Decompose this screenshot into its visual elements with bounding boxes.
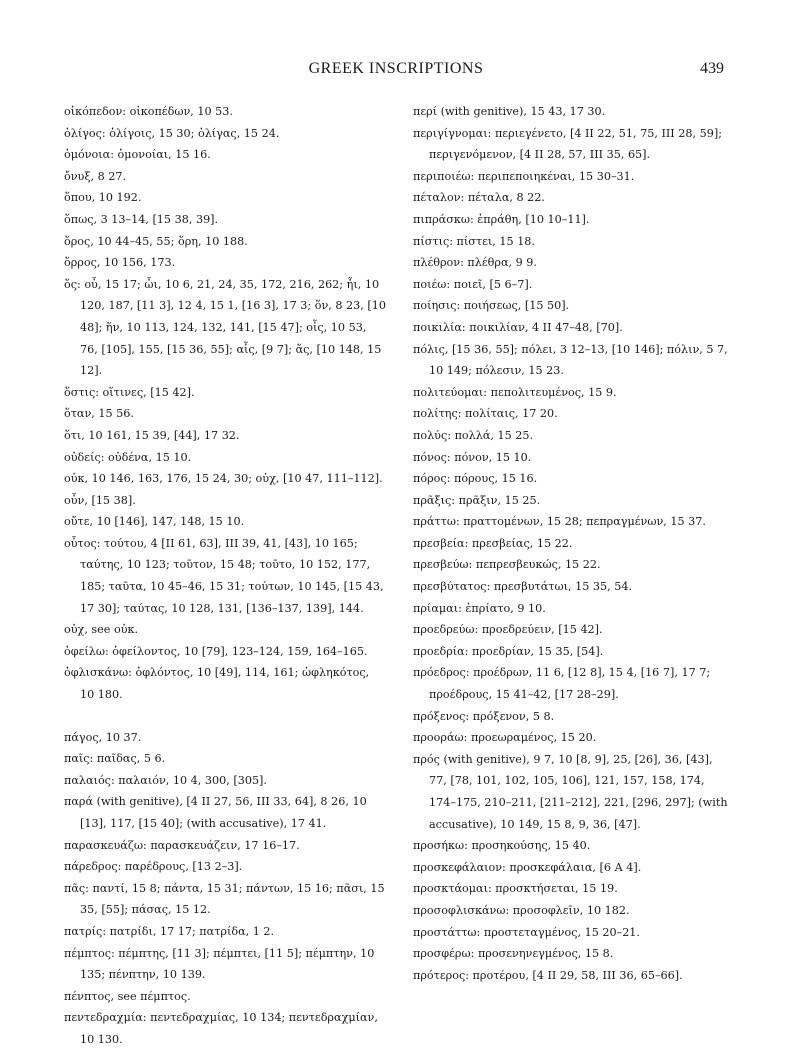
index-entry: πιπράσκω: ἐπράθη, [10 10–11].	[413, 212, 590, 226]
index-entry: ὄνυξ, 8 27.	[64, 169, 127, 183]
index-entry: ὅστις: οἵτινες, [15 42].	[64, 385, 195, 399]
index-entry: πένπτος, see πέμπτος.	[64, 989, 191, 1003]
index-entry: προοράω: προεωραμένος, 15 20.	[413, 731, 597, 745]
index-entry: ὅς: οὗ, 15 17; ὧι, 10 6, 21, 24, 35, 172, 216, 262; ἧι, 10 120, 187, [11 3], 12 4, 15 1, [16 3], 17 3; ὅν, 8 23, [10 48]; ἥν, 10 113, 124, 132, 141, [15 47]; οἷς, 10 53, 76, [105], 155, [15 36, 55]; αἷς, [9 7]; ἅς, [10 148, 15 12].	[64, 277, 386, 378]
index-entry: προσήκω: προσηκούσης, 15 40.	[413, 839, 591, 853]
index-entry: πατρίς: πατρίδι, 17 17; πατρίδα, 1 2.	[64, 924, 275, 938]
index-entry: πόρος: πόρους, 15 16.	[413, 472, 538, 486]
index-entry: ὅτι, 10 161, 15 39, [44], 17 32.	[64, 428, 240, 442]
index-column-left	[64, 101, 386, 1051]
index-entry: προσκεφάλαιον: προσκεφάλαια, [6 A 4].	[413, 860, 642, 874]
index-entry: ὅταν, 15 56.	[64, 407, 134, 421]
index-entry: πρόεδρος: προέδρων, 11 6, [12 8], 15 4, [16 7], 17 7; προέδρους, 15 41–42, [17 28–29].	[413, 666, 711, 702]
index-entry: πολύς: πολλά, 15 25.	[413, 428, 534, 442]
index-entry: πρεσβύτατος: πρεσβυτάτωι, 15 35, 54.	[413, 580, 633, 594]
index-entry: παλαιός: παλαιόν, 10 4, 300, [305].	[64, 773, 267, 787]
index-entry: πέταλον: πέταλα, 8 22.	[413, 191, 545, 205]
index-entry: περιποιέω: περιπεποιηκέναι, 15 30–31.	[413, 169, 635, 183]
index-entry: ὅρος, 10 44–45, 55; ὅρη, 10 188.	[64, 234, 248, 248]
index-entry: πλέθρον: πλέθρα, 9 9.	[413, 256, 537, 270]
index-entry: πάγος, 10 37.	[64, 730, 142, 744]
index-column-right	[413, 101, 733, 986]
index-entry: προσφέρω: προσενηνεγμένος, 15 8.	[413, 947, 614, 961]
index-entry: πολίτης: πολίταις, 17 20.	[413, 407, 558, 421]
index-entry: ποιέω: ποιεῖ, [5 6–7].	[413, 277, 533, 291]
index-entry: πόλις, [15 36, 55]; πόλει, 3 12–13, [10 146]; πόλιν, 5 7, 10 149; πόλεσιν, 15 23.	[413, 342, 728, 378]
index-entry: παρά (with genitive), [4 II 27, 56, III 33, 64], 8 26, 10 [13], 117, [15 40]; (with accusative), 17 41.	[64, 795, 367, 830]
index-entry: πίστις: πίστει, 15 18.	[413, 234, 535, 248]
index-entry: προσκτάομαι: προσκτήσεται, 15 19.	[413, 882, 618, 896]
index-entry: προεδρεύω: προεδρεύειν, [15 42].	[413, 623, 603, 637]
index-entry: ποίησις: ποιήσεως, [15 50].	[413, 299, 570, 313]
index-entry: οὐχ, see οὐκ.	[64, 623, 139, 637]
index-entry: ὅπου, 10 192.	[64, 191, 142, 205]
index-entry: πᾶς: παντί, 15 8; πάντα, 15 31; πάντων, 15 16; πᾶσι, 15 35, [55]; πάσας, 15 12.	[64, 881, 385, 917]
index-entry: πράττω: πραττομένων, 15 28; πεπραγμένων, 15 37.	[413, 515, 706, 529]
index-entry: ὀλίγος: ὀλίγοις, 15 30; ὀλίγας, 15 24.	[64, 126, 280, 140]
index-entry: οὔτε, 10 [146], 147, 148, 15 10.	[64, 515, 245, 529]
index-entry: περί (with genitive), 15 43, 17 30.	[413, 105, 606, 118]
index-entry: πρός (with genitive), 9 7, 10 [8, 9], 25, [26], 36, [43], 77, [78, 101, 102, 105, 106], 121, 157, 158, 174, 174–175, 210–211, [211–212], 221, [296, 297]; (with accusative), 10 149, 15 8, 9, 36, [47].	[413, 752, 728, 831]
index-entry: ὅπως, 3 13–14, [15 38, 39].	[64, 212, 219, 226]
index-entry: προσοφλισκάνω: προσοφλεῖν, 10 182.	[413, 903, 630, 917]
index-entry: πρᾶξις: πρᾶξιν, 15 25.	[413, 493, 541, 507]
index-entry: προστάττω: προστεταγμένος, 15 20–21.	[413, 925, 640, 939]
index-entry: πρεσβεία: πρεσβείας, 15 22.	[413, 536, 573, 550]
page-header	[0, 60, 792, 84]
index-entry: πρεσβεύω: πεπρεσβευκώς, 15 22.	[413, 558, 601, 572]
index-entry: πόνος: πόνον, 15 10.	[413, 450, 532, 464]
index-entry: πολιτεύομαι: πεπολιτευμένος, 15 9.	[413, 385, 617, 399]
index-entry: οὐδείς: οὐδένα, 15 10.	[64, 450, 192, 464]
index-entry: οὗτος: τούτου, 4 [II 61, 63], III 39, 41, [43], 10 165; ταύτης, 10 123; τοῦτον, 15 48; τοῦτο, 10 152, 177, 185; ταῦτα, 10 45–46, 15 31; τούτων, 10 145, [15 43, 17 30]; ταύτας, 10 128, 131, [136–137, 139], 144.	[64, 536, 384, 615]
index-entry: ὀφείλω: ὀφείλοντος, 10 [79], 123–124, 159, 164–165.	[64, 644, 368, 658]
index-entry: παρασκευάζω: παρασκευάζειν, 17 16–17.	[64, 838, 300, 852]
running-title: GREEK INSCRIPTIONS	[308, 60, 484, 77]
page-number: 439	[700, 60, 724, 77]
index-entry: περιγίγνομαι: περιεγένετο, [4 II 22, 51, 75, III 28, 59]; περιγενόμενον, [4 II 28, 57, III 35, 65].	[413, 126, 722, 162]
index-entry: ὁμόνοια: ὁμονοίαι, 15 16.	[64, 148, 211, 162]
index-entry: ποικιλία: ποικιλίαν, 4 II 47–48, [70].	[413, 320, 623, 334]
index-entry: προεδρία: προεδρίαν, 15 35, [54].	[413, 644, 604, 658]
index-entry: πέμπτος: πέμπτης, [11 3]; πέμπτει, [11 5]; πέμπτην, 10 135; πένπτην, 10 139.	[64, 946, 375, 982]
index-entry: πάρεδρος: παρέδρους, [13 2–3].	[64, 860, 243, 874]
index-entry: ὀφλισκάνω: ὀφλόντος, 10 [49], 114, 161; ὠφληκότος, 10 180.	[64, 666, 370, 702]
index-entry: πρίαμαι: ἐπρίατο, 9 10.	[413, 601, 546, 615]
index-entry: παῖς: παῖδας, 5 6.	[64, 752, 166, 766]
index-entry: οὖν, [15 38].	[64, 493, 136, 507]
index-entry: πρόξενος: πρόξενον, 5 8.	[413, 709, 555, 723]
index-entry: πρότερος: προτέρου, [4 II 29, 58, III 36, 65–66].	[413, 968, 683, 982]
index-entry: οὐκ, 10 146, 163, 176, 15 24, 30; οὐχ, [10 47, 111–112].	[64, 472, 383, 486]
index-entry: ὅρρος, 10 156, 173.	[64, 256, 176, 270]
index-entry: πεντεδραχμία: πεντεδραχμίας, 10 134; πεντεδραχμίαν, 10 130.	[64, 1011, 378, 1046]
index-entry: οἰκόπεδον: οἰκοπέδων, 10 53.	[64, 105, 233, 118]
